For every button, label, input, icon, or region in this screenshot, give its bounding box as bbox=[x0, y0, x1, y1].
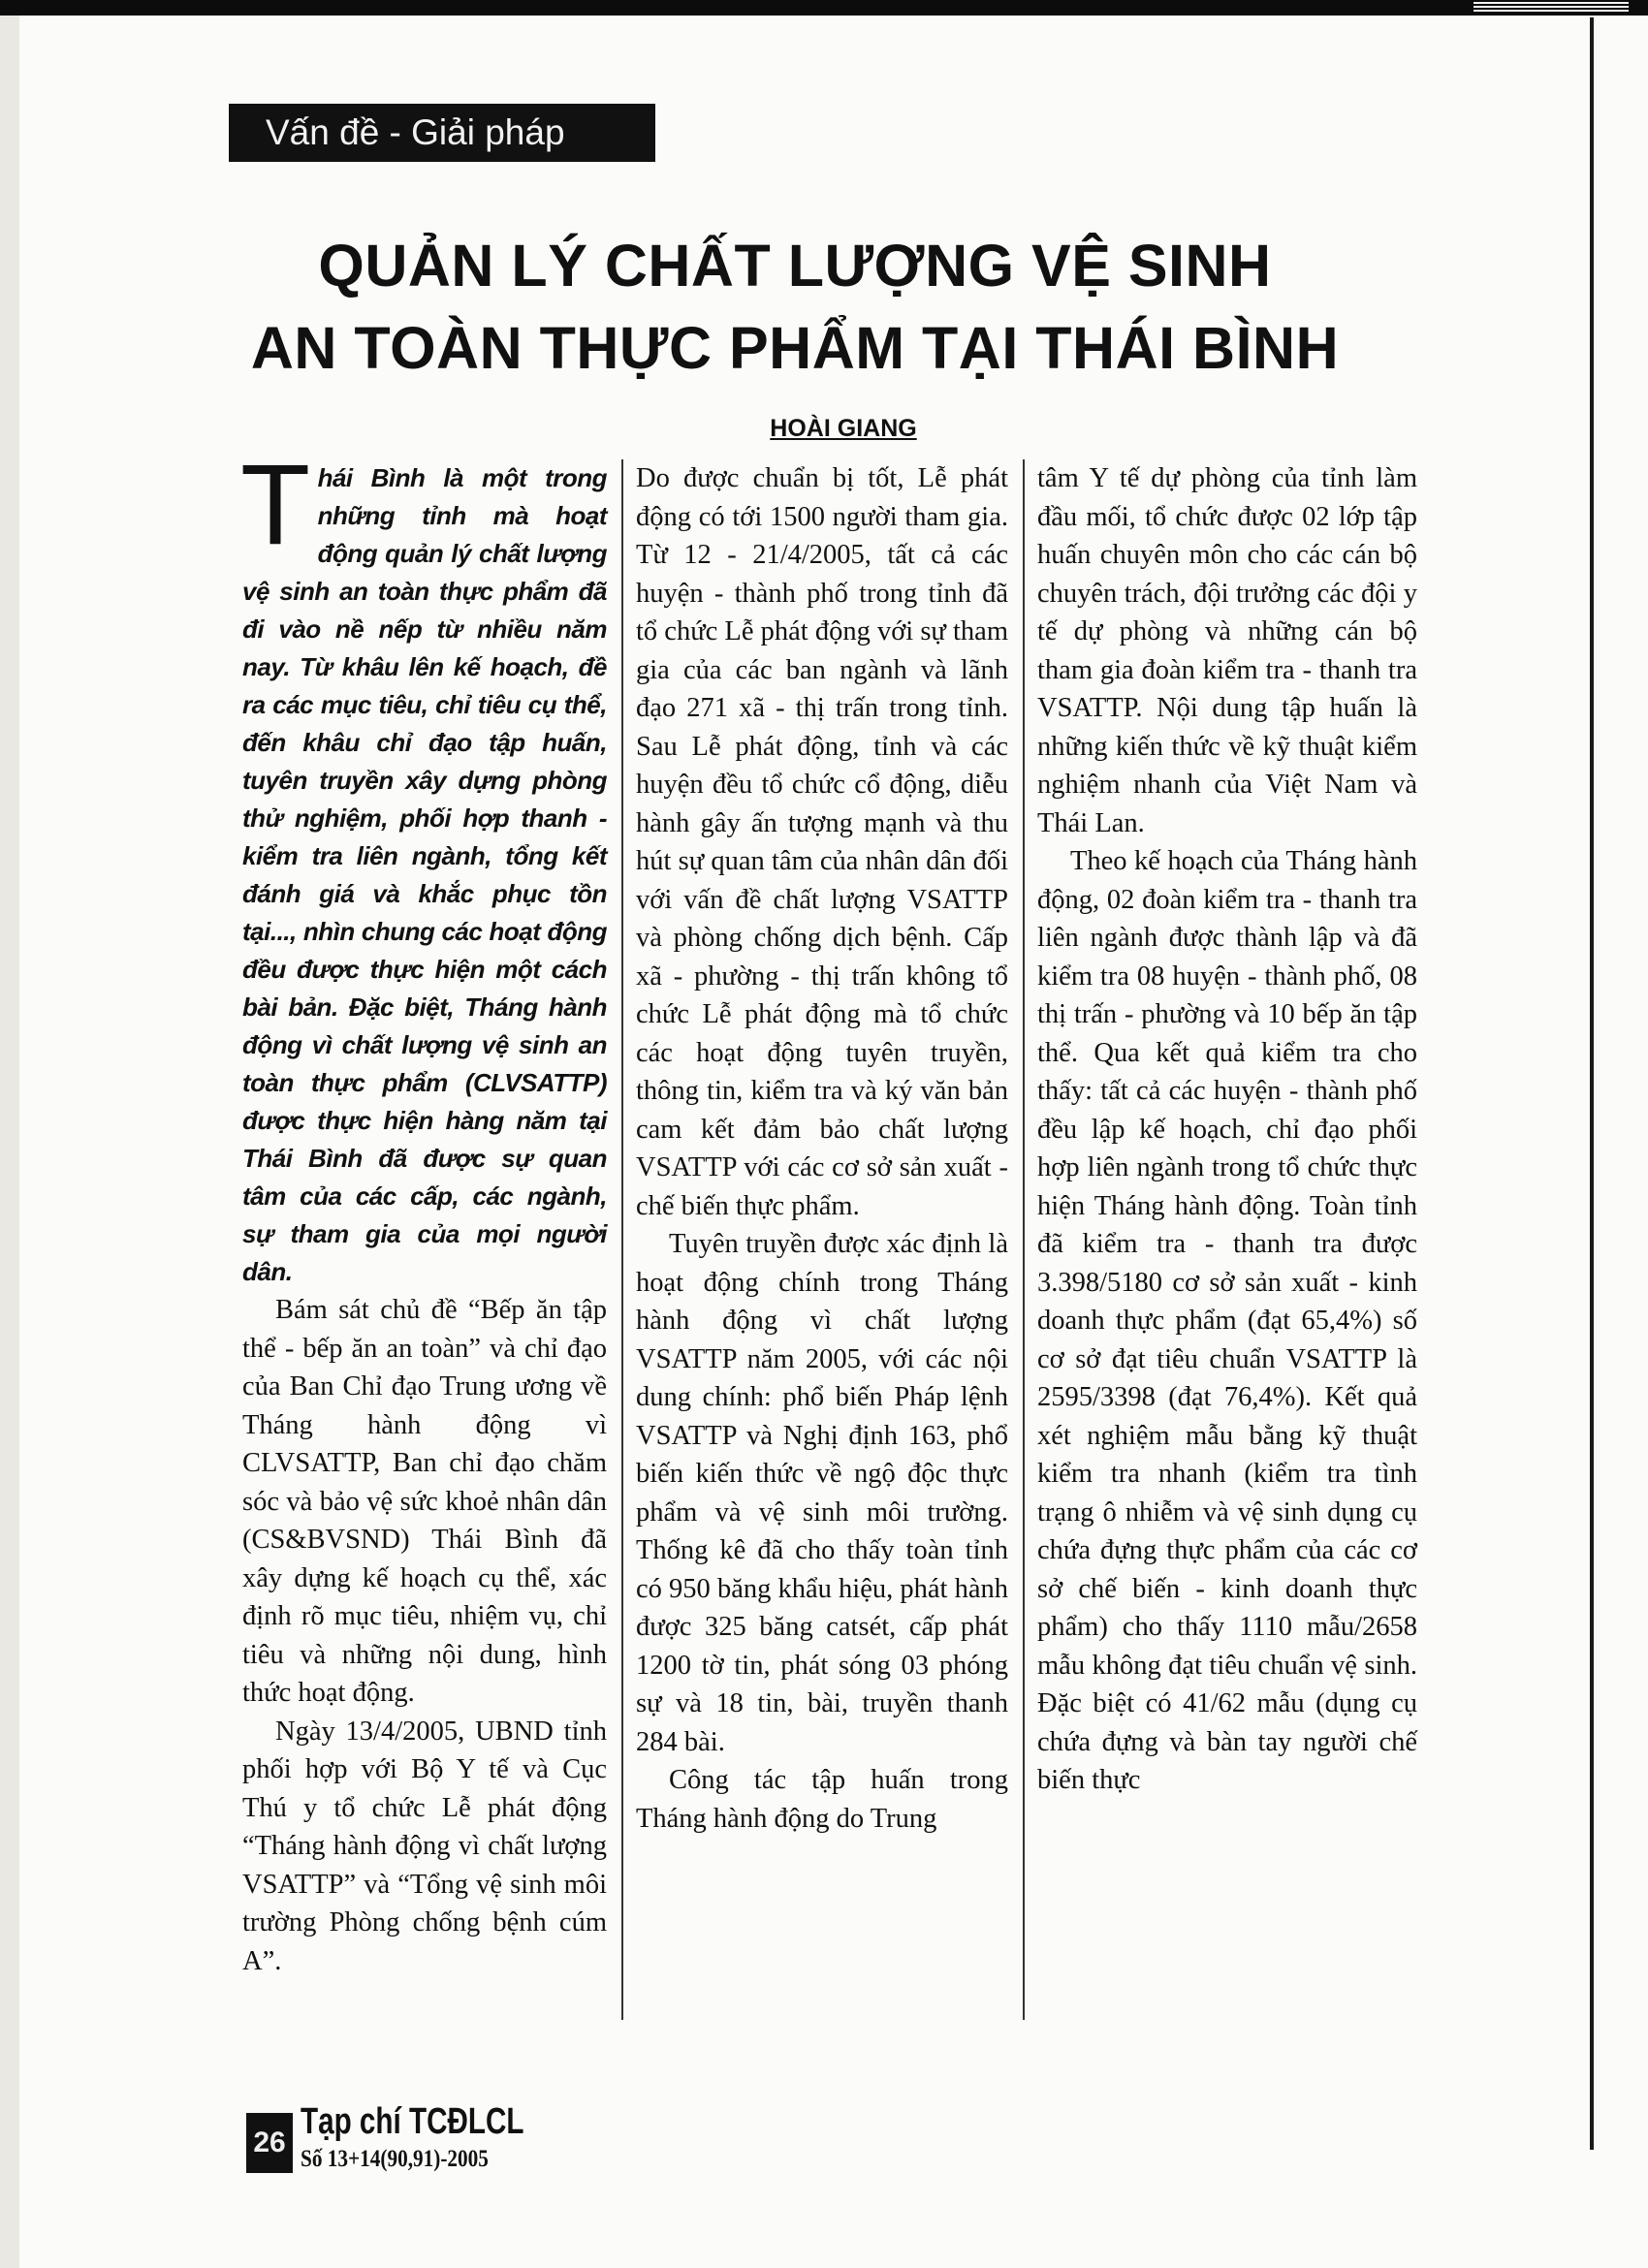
column-divider bbox=[1023, 459, 1025, 2020]
drop-cap: T bbox=[240, 441, 310, 569]
body-paragraph: Ngày 13/4/2005, UBND tỉnh phối hợp với Bộ Y tế và Cục Thú y tổ chức Lễ phát động “Tháng hành động vì chất lượng VSATTP” và “Tổng vệ sinh môi trường Phòng chống bệnh cúm A”. bbox=[242, 1716, 607, 1976]
body-paragraph: Do được chuẩn bị tốt, Lễ phát động có tới 1500 người tham gia. Từ 12 - 21/4/2005, tất cả các huyện - thành phố trong tỉnh đã tổ chức Lễ phát động với sự tham gia của các ban ngành và lãnh đạo 271 xã - thị trấn trong tỉnh. Sau Lễ phát động, tỉnh và các huyện đều tổ chức cổ động, diễu hành gây ấn tượng mạnh và thu hút sự quan tâm của nhân dân đối với vấn đề chất lượng VSATTP và phòng chống dịch bệnh. Cấp xã - phường - thị trấn không tổ chức Lễ phát động mà tổ chức các hoạt động tuyên truyền, thông tin, kiểm tra và ký văn bản cam kết đảm bảo chất lượng VSATTP với các cơ sở sản xuất - chế biến thực phẩm. bbox=[636, 463, 1008, 1221]
top-scan-bar bbox=[0, 0, 1648, 16]
body-paragraph: tâm Y tế dự phòng của tỉnh làm đầu mối, tổ chức được 02 lớp tập huấn chuyên môn cho các cán bộ chuyên trách, đội trưởng các đội y tế dự phòng và những cán bộ tham gia đoàn kiểm tra - thanh tra VSATTP. Nội dung tập huấn là những kiến thức về kỹ thuật kiểm nghiệm nhanh của Việt Nam và Thái Lan. bbox=[1037, 463, 1417, 838]
author-byline: HOÀI GIANG bbox=[770, 415, 917, 442]
column-2 bbox=[636, 459, 1008, 1838]
article-title bbox=[194, 225, 1396, 390]
column-divider bbox=[621, 459, 623, 2020]
issue-number: Số 13+14(90,91)-2005 bbox=[301, 2146, 489, 2172]
lead-paragraph bbox=[240, 441, 607, 1291]
column-1 bbox=[240, 441, 607, 1980]
section-label: Vấn đề - Giải pháp bbox=[229, 104, 655, 162]
title-line-2: AN TOÀN THỰC PHẨM TẠI THÁI BÌNH bbox=[250, 315, 1340, 381]
right-margin-rule bbox=[1590, 17, 1594, 2150]
page-left-edge bbox=[0, 0, 19, 2268]
title-line-1: QUẢN LÝ CHẤT LƯỢNG VỆ SINH bbox=[318, 233, 1272, 299]
column-3 bbox=[1037, 459, 1417, 1800]
body-paragraph: Theo kế hoạch của Tháng hành động, 02 đoàn kiểm tra - thanh tra liên ngành được thành lập và đã kiểm tra 08 huyện - thành phố, 08 thị trấn - phường và 10 bếp ăn tập thể. Qua kết quả kiểm tra cho thấy: tất cả các huyện - thành phố đều lập kế hoạch, chỉ đạo phối hợp liên ngành trong tổ chức thực hiện Tháng hành động. Toàn tỉnh đã kiểm tra - thanh tra được 3.398/5180 cơ sở sản xuất - kinh doanh thực phẩm (đạt 65,4%) số cơ sở đạt tiêu chuẩn VSATTP là 2595/3398 (đạt 76,4%). Kết quả xét nghiệm mẫu bằng kỹ thuật kiểm tra nhanh (kiểm tra tình trạng ô nhiễm và vệ sinh dụng cụ chứa đựng thực phẩm của các cơ sở chế biến - kinh doanh thực phẩm) cho thấy 1110 mẫu/2658 mẫu không đạt tiêu chuẩn vệ sinh. Đặc biệt có 41/62 mẫu (dụng cụ chứa đựng và bàn tay người chế biến thực bbox=[1037, 846, 1417, 1795]
top-corner-marks bbox=[1474, 2, 1629, 14]
magazine-name: Tạp chí TCĐLCL bbox=[301, 2101, 524, 2142]
body-paragraph: Công tác tập huấn trong Tháng hành động do Trung bbox=[636, 1765, 1008, 1834]
page-number: 26 bbox=[246, 2113, 293, 2173]
body-paragraph: Tuyên truyền được xác định là hoạt động chính trong Tháng hành động vì chất lượng VSATTP năm 2005, với các nội dung chính: phổ biến Pháp lệnh VSATTP và Nghị định 163, phổ biến kiến thức về ngộ độc thực phẩm và vệ sinh môi trường. Thống kê đã cho thấy toàn tỉnh có 950 băng khẩu hiệu, phát hành được 325 băng catsét, cấp phát 1200 tờ tin, phát sóng 03 phóng sự và 18 tin, bài, truyền thanh 284 bài. bbox=[636, 1229, 1008, 1757]
body-paragraph: Bám sát chủ đề “Bếp ăn tập thể - bếp ăn an toàn” và chỉ đạo của Ban Chỉ đạo Trung ương về Tháng hành động vì CLVSATTP, Ban chỉ đạo chăm sóc và bảo vệ sức khoẻ nhân dân (CS&BVSND) Thái Bình đã xây dựng kế hoạch cụ thể, xác định rõ mục tiêu, nhiệm vụ, chỉ tiêu và những nội dung, hình thức hoạt động. bbox=[242, 1295, 607, 1708]
lead-text: hái Bình là một trong những tỉnh mà hoạt động quản lý chất lượng vệ sinh an toàn thực phẩm đã đi vào nề nếp từ nhiều năm nay. Từ khâu lên kế hoạch, đề ra các mục tiêu, chỉ tiêu cụ thể, đến khâu chỉ đạo tập huấn, tuyên truyền xây dựng phòng thử nghiệm, phối hợp thanh - kiểm tra liên ngành, tổng kết đánh giá và khắc phục tồn tại..., nhìn chung các hoạt động đều được thực hiện một cách bài bản. Đặc biệt, Tháng hành động vì chất lượng vệ sinh an toàn thực phẩm (CLVSATTP) được thực hiện hàng năm tại Thái Bình đã được sự quan tâm của các cấp, các ngành, sự tham gia của mọi người dân. bbox=[242, 463, 607, 1286]
